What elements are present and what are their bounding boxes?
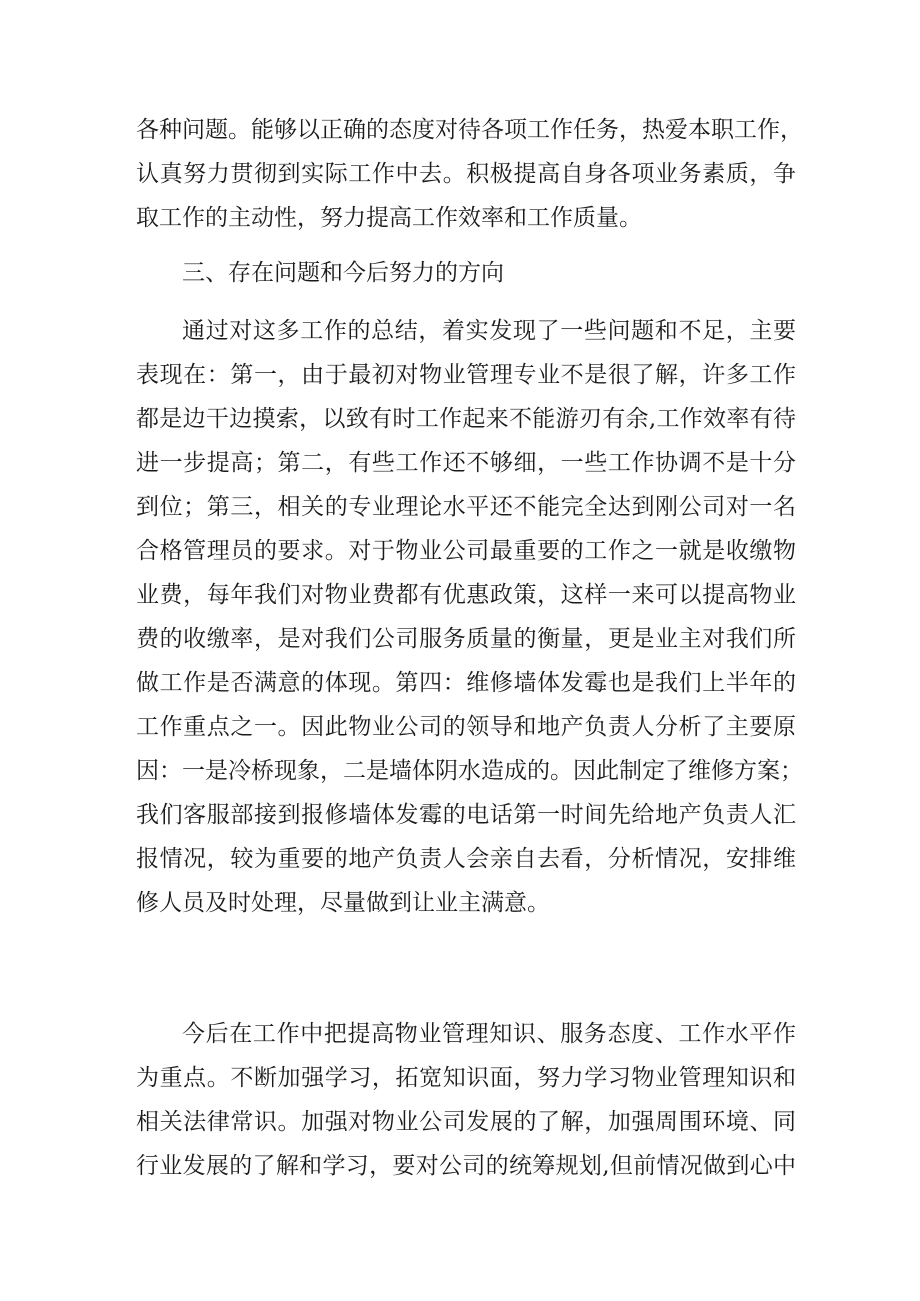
- text-line: 修人员及时处理，尽量做到让业主满意。: [136, 890, 550, 916]
- paragraph-problems: [136, 309, 803, 925]
- text-line: 进一步提高；第二，有些工作还不够细，一些工作协调不是十分: [136, 450, 796, 476]
- text-line: 表现在：第一，由于最初对物业管理专业不是很了解，许多工作: [136, 362, 796, 388]
- text-line: 认真努力贯彻到实际工作中去。积极提高自身各项业务素质，争: [136, 161, 796, 187]
- text-line: 做工作是否满意的体现。第四：维修墙体发霉也是我们上半年的: [136, 670, 796, 696]
- text-line: 通过对这多工作的总结，着实发现了一些问题和不足，主要: [182, 318, 796, 344]
- section-heading-text: 三、存在问题和今后努力的方向: [182, 260, 504, 286]
- paragraph-continued: [136, 108, 803, 240]
- text-line: 因：一是冷桥现象，二是墙体阴水造成的。因此制定了维修方案；: [136, 758, 803, 784]
- text-line: 报情况，较为重要的地产负责人会亲自去看，分析情况，安排维: [136, 846, 796, 872]
- text-line: 工作重点之一。因此物业公司的领导和地产负责人分析了主要原: [136, 714, 796, 740]
- text-line: 取工作的主动性，努力提高工作效率和工作质量。: [136, 205, 642, 231]
- text-line: 为重点。不断加强学习，拓宽知识面，努力学习物业管理知识和: [136, 1065, 796, 1091]
- section-heading: [136, 251, 796, 295]
- text-line: 都是边干边摸索，以致有时工作起来不能游刃有余,工作效率有待: [136, 406, 796, 432]
- text-line: 业费，每年我们对物业费都有优惠政策，这样一来可以提高物业: [136, 582, 796, 608]
- text-line: 行业发展的了解和学习，要对公司的统筹规划,但前情况做到心中: [136, 1153, 796, 1179]
- text-line: 各种问题。能够以正确的态度对待各项工作任务，热爱本职工作，: [136, 117, 803, 143]
- paragraph-future: [136, 1012, 796, 1188]
- text-line: 我们客服部接到报修墙体发霉的电话第一时间先给地产负责人汇: [136, 802, 796, 828]
- text-line: 相关法律常识。加强对物业公司发展的了解，加强周围环境、同: [136, 1109, 796, 1135]
- text-line: 今后在工作中把提高物业管理知识、服务态度、工作水平作: [182, 1021, 796, 1047]
- text-line: 到位；第三，相关的专业理论水平还不能完全达到刚公司对一名: [136, 494, 796, 520]
- text-line: 费的收缴率，是对我们公司服务质量的衡量，更是业主对我们所: [136, 626, 796, 652]
- text-line: 合格管理员的要求。对于物业公司最重要的工作之一就是收缴物: [136, 538, 796, 564]
